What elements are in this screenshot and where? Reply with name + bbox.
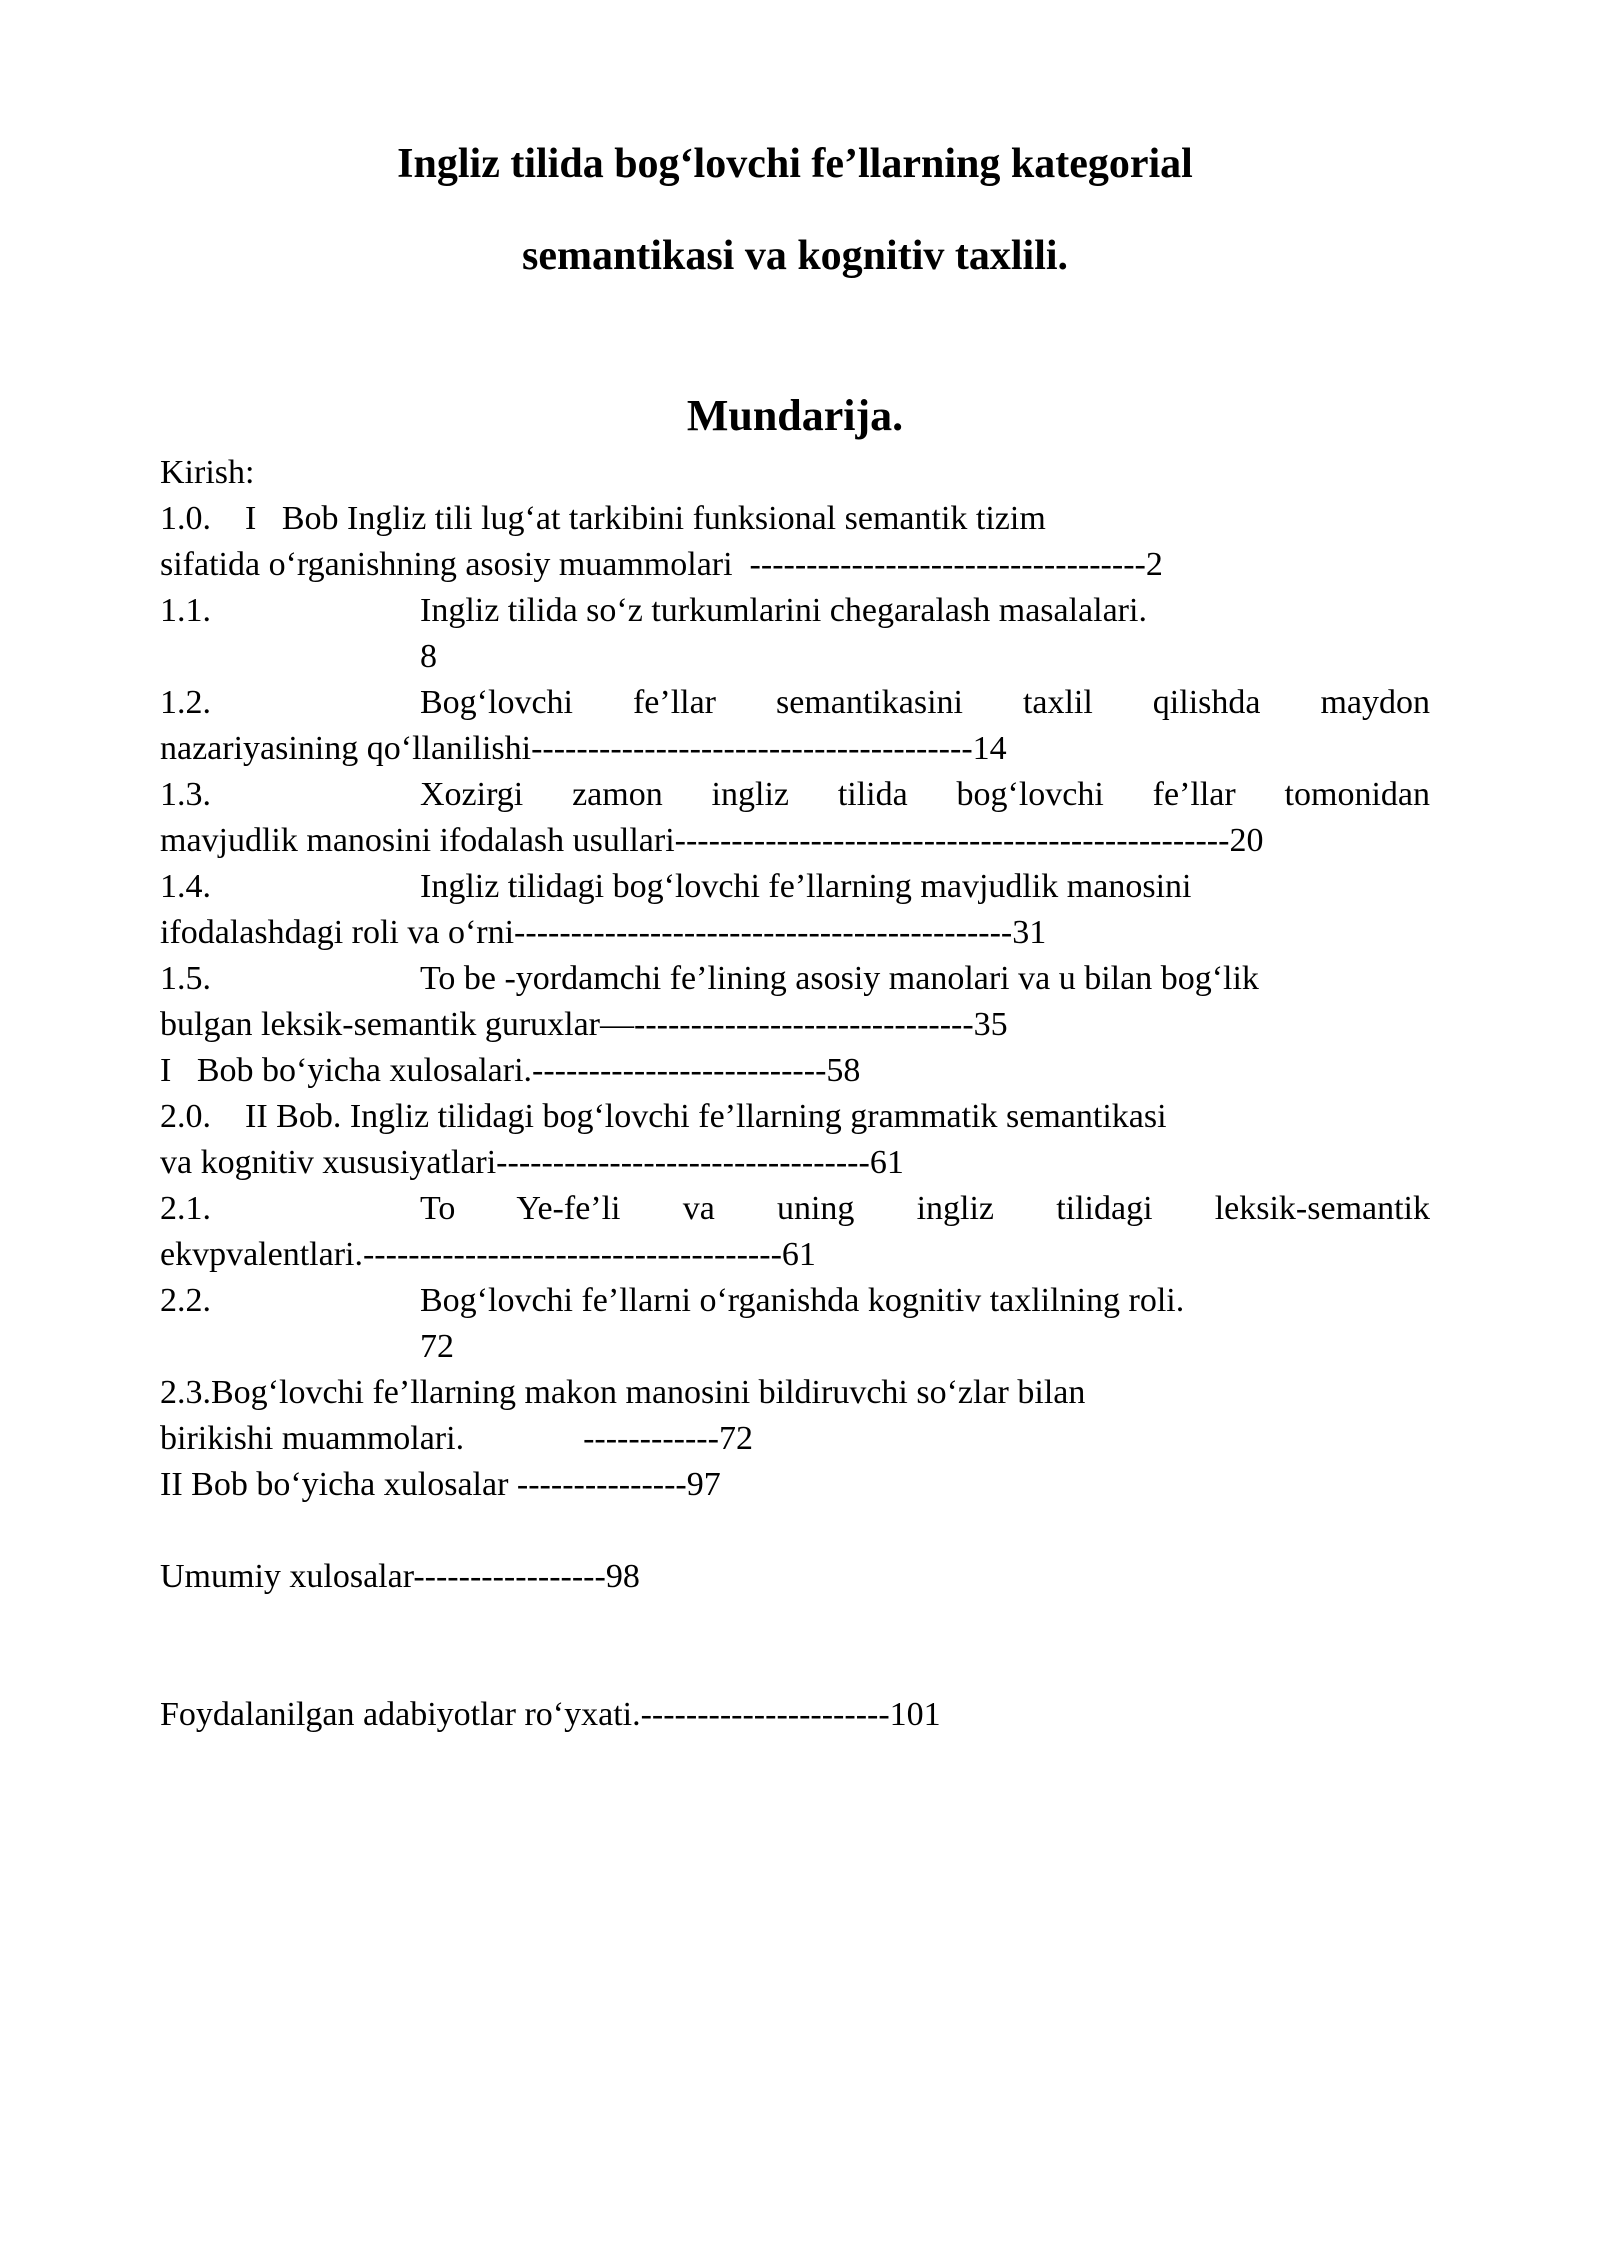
toc-line: Kirish: [160,454,255,491]
toc-line: mavjudlik manosini ifodalash usullari-------------------------------------------------20 [160,822,1264,859]
toc-blank-line [160,1646,1430,1692]
toc-line: 1.0. I Bob Ingliz tili lug‘at tarkibini funksional semantik tizim [160,500,1046,537]
toc-entry-text: Bog‘lovchi fe’llarni o‘rganishda kognitiv taxlilning roli. [420,1282,1185,1319]
toc-blank-line [160,1508,1430,1554]
toc-entry-text: To be -yordamchi fe’lining asosiy manolari va u bilan bog‘lik [420,960,1259,997]
toc-line [160,1278,1430,1324]
toc-line: bulgan leksik-semantik guruxlar—------------------------------35 [160,1006,1008,1043]
toc-line: ifodalashdagi roli va o‘rni--------------------------------------------31 [160,914,1047,951]
toc-entry-text: To Ye-fe’li va uning ingliz tilidagi leksik-semantik [420,1190,1430,1227]
toc-line: 2.0. II Bob. Ingliz tilidagi bog‘lovchi fe’llarning grammatik semantikasi [160,1098,1167,1135]
toc-entry-text: Ingliz tilidagi bog‘lovchi fe’llarning mavjudlik manosini [420,868,1192,905]
toc-line: 72 [420,1328,454,1365]
toc-line [160,588,1430,634]
toc-heading: Mundarija. [686,391,904,440]
toc-line [160,772,1430,818]
toc-entry-text: Ingliz tilida so‘z turkumlarini chegaralash masalalari. [420,592,1147,629]
toc-line: I Bob bo‘yicha xulosalari.--------------------------58 [160,1052,861,1089]
toc-entry-text: Xozirgi zamon ingliz tilida bog‘lovchi fe’llar tomonidan [420,776,1430,813]
document-title [160,118,1430,302]
toc-entry-number: 2.1. [160,1190,211,1227]
toc-entry-number: 1.4. [160,868,211,905]
toc-line: nazariyasining qo‘llanilishi---------------------------------------14 [160,730,1007,767]
toc-list [160,450,1430,1738]
toc-line: Umumiy xulosalar-----------------98 [160,1558,640,1595]
toc-line: II Bob bo‘yicha xulosalar ---------------97 [160,1466,721,1503]
toc-line [160,956,1430,1002]
toc-line: va kognitiv xususiyatlari---------------------------------61 [160,1144,904,1181]
toc-line: 2.3.Bog‘lovchi fe’llarning makon manosini bildiruvchi so‘zlar bilan [160,1374,1086,1411]
toc-line: birikishi muammolari. ------------72 [160,1420,753,1457]
toc-entry-number: 1.3. [160,776,211,813]
toc-entry-number: 2.2. [160,1282,211,1319]
toc-entry-number: 1.5. [160,960,211,997]
toc-line [160,1186,1430,1232]
toc-blank-line [160,1600,1430,1646]
toc-entry-number: 1.1. [160,592,211,629]
toc-entry-text: Bog‘lovchi fe’llar semantikasini taxlil qilishda maydon [420,684,1430,721]
toc-entry-number: 1.2. [160,684,211,721]
toc-line: sifatida o‘rganishning asosiy muammolari -----------------------------------2 [160,546,1163,583]
document-title-line-1: Ingliz tilida bog‘lovchi fe’llarning kategorial [397,141,1193,187]
toc-line: Foydalanilgan adabiyotlar ro‘yxati.----------------------101 [160,1696,941,1733]
toc-line [160,680,1430,726]
toc-line [160,864,1430,910]
document-title-line-2: semantikasi va kognitiv taxlili. [521,233,1069,279]
toc-line: 8 [420,638,437,675]
toc-line: ekvpvalentlari.-------------------------------------61 [160,1236,816,1273]
